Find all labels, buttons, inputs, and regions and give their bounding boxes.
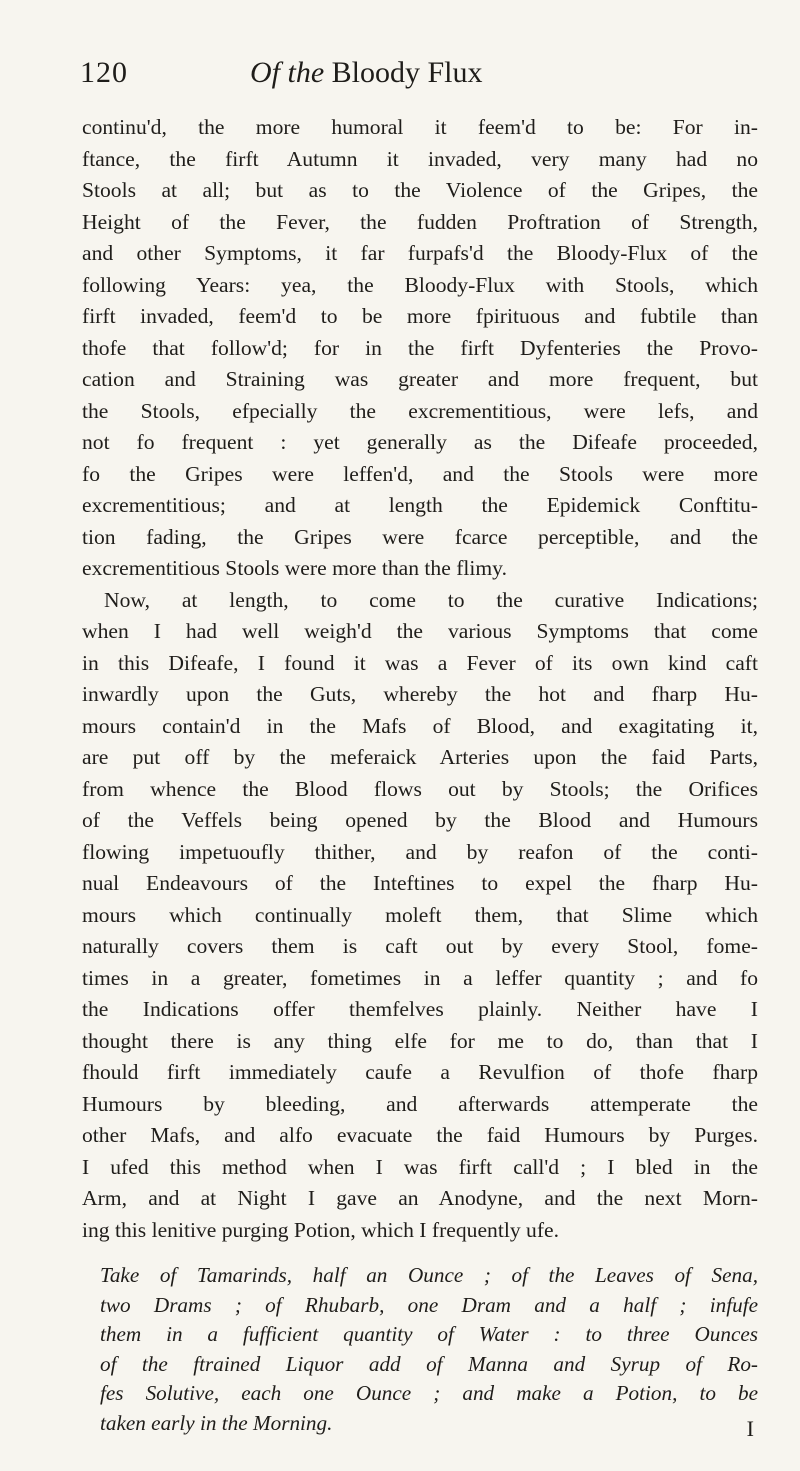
text-line: continu'd, the more humoral it feem'd to be: For in- <box>82 115 758 139</box>
text-line: when I had well weigh'd the various Symptoms that come <box>82 619 758 643</box>
running-head <box>250 56 483 90</box>
text-line: from whence the Blood flows out by Stools; the Orifices <box>82 776 758 801</box>
recipe-line: of the ftrained Liquor add of Manna and Syrup of Ro- <box>100 1351 758 1376</box>
text-line: flowing impetuoufly thither, and by reafon of the conti- <box>82 839 758 864</box>
running-head-prefix: Of the <box>250 56 325 89</box>
recipe-block <box>100 1261 758 1438</box>
recipe-line: taken early in the Morning. <box>100 1410 333 1435</box>
paragraph-start-line: Now, at length, to come to the curative Indications; <box>104 587 758 612</box>
text-line: are put off by the meferaick Arteries upon the faid Parts, <box>82 745 758 769</box>
text-line: nual Endeavours of the Inteftines to expel the fharp Hu- <box>82 871 758 895</box>
text-line: mours which continually moleft them, that Slime which <box>82 902 758 927</box>
text-line: times in a greater, fometimes in a leffer quantity ; and fo <box>82 965 758 990</box>
recipe-line: them in a fufficient quantity of Water : to three Ounces <box>100 1322 758 1346</box>
page-header <box>80 56 740 96</box>
text-line: firft invaded, feem'd to be more fpirituous and fubtile than <box>82 304 758 328</box>
text-line: fo the Gripes were leffen'd, and the Stools were more <box>82 461 758 486</box>
text-line: cation and Straining was greater and more frequent, but <box>82 367 758 391</box>
text-line: not fo frequent : yet generally as the Difeafe proceeded, <box>82 430 758 454</box>
running-head-title: Bloody Flux <box>331 56 483 89</box>
text-line: other Mafs, and alfo evacuate the faid Humours by Purges. <box>82 1123 758 1147</box>
text-line: the Indications offer themfelves plainly. Neither have I <box>82 997 758 1021</box>
text-line: following Years: yea, the Bloody-Flux with Stools, which <box>82 272 758 297</box>
recipe-line: Take of Tamarinds, half an Ounce ; of the Leaves of Sena, <box>100 1263 758 1287</box>
text-line: fhould firft immediately caufe a Revulfion of thofe fharp <box>82 1060 758 1084</box>
text-line: and other Symptoms, it far furpafs'd the Bloody-Flux of the <box>82 241 758 265</box>
text-line: Stools at all; but as to the Violence of the Gripes, the <box>82 178 758 202</box>
text-line: thought there is any thing elfe for me to do, than that I <box>82 1028 758 1053</box>
text-line: naturally covers them is caft out by every Stool, fome- <box>82 934 758 958</box>
recipe-line: two Drams ; of Rhubarb, one Dram and a half ; infufe <box>100 1292 758 1317</box>
text-line: excrementitious; and at length the Epidemick Conftitu- <box>82 493 758 517</box>
text-line: in this Difeafe, I found it was a Fever of its own kind caft <box>82 650 758 675</box>
text-line: thofe that follow'd; for in the firft Dyfenteries the Provo- <box>82 335 758 360</box>
text-line: inwardly upon the Guts, whereby the hot and fharp Hu- <box>82 682 758 706</box>
text-line: the Stools, efpecially the excrementitious, were lefs, and <box>82 398 758 423</box>
text-line: ftance, the firft Autumn it invaded, very many had no <box>82 146 758 171</box>
text-line: excrementitious Stools were more than the flimy. <box>82 556 507 580</box>
catchword: I <box>746 1416 754 1441</box>
recipe-line: fes Solutive, each one Ounce ; and make a Potion, to be <box>100 1381 758 1405</box>
text-line: of the Veffels being opened by the Blood and Humours <box>82 808 758 832</box>
text-line: mours contain'd in the Mafs of Blood, and exagitating it, <box>82 713 758 738</box>
text-line: ing this lenitive purging Potion, which I frequently ufe. <box>82 1217 559 1242</box>
text-line: Humours by bleeding, and afterwards attemperate the <box>82 1091 758 1116</box>
text-line: Height of the Fever, the fudden Proftration of Strength, <box>82 209 758 234</box>
text-line: I ufed this method when I was firft call'd ; I bled in the <box>82 1154 758 1179</box>
body-text <box>82 112 758 1246</box>
text-line: Arm, and at Night I gave an Anodyne, and the next Morn- <box>82 1186 758 1210</box>
page-number: 120 <box>80 56 128 89</box>
text-line: tion fading, the Gripes were fcarce perceptible, and the <box>82 524 758 549</box>
